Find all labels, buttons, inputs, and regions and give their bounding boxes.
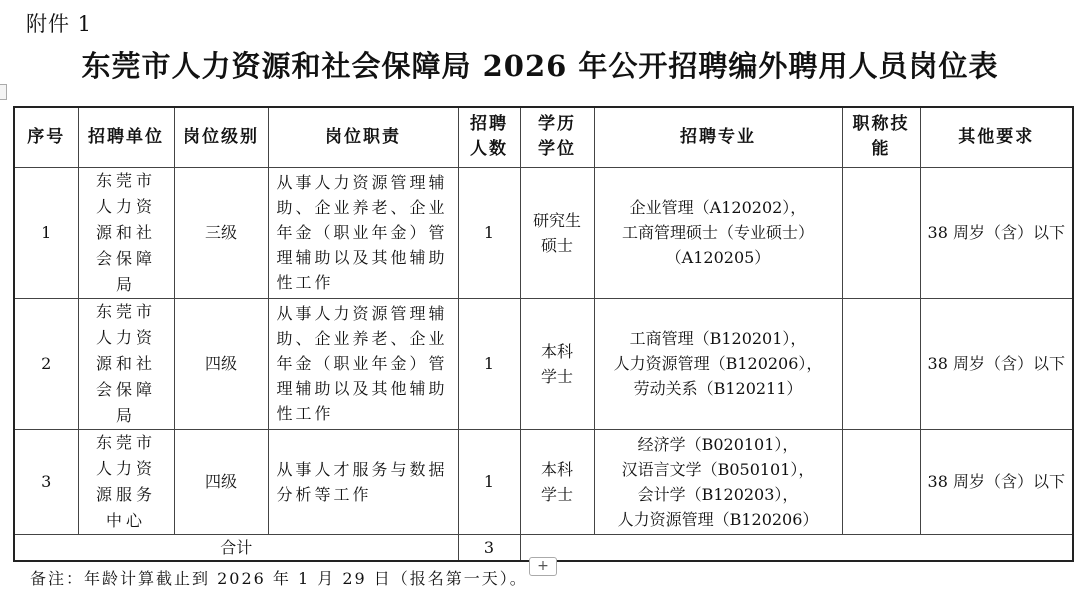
cell-level: 四级 [174,298,268,429]
table-header-row [14,107,1073,167]
major-line: （A120205） [665,248,771,267]
header-seq: 序号 [14,107,78,167]
table-row [14,298,1073,429]
cell-count: 1 [458,298,520,429]
header-count [458,107,520,167]
cell-unit: 东莞市人力资源和社会保障局 [78,167,174,298]
header-count-line: 人数 [470,139,508,160]
total-empty [520,534,1073,561]
header-skill-line: 职称技 [852,114,910,135]
cell-level: 三级 [174,167,268,298]
major-line: 工商管理硕士（专业硕士） [621,223,814,242]
total-label: 合计 [14,534,458,561]
header-count-line: 招聘 [470,114,508,135]
major-line: 经济学（B020101）， [637,434,799,454]
footnote: 备注：年龄计算截止到 2026 年 1 月 29 日（报名第一天）。 [30,569,528,588]
header-skill-line: 能 [871,139,891,160]
education-line: 学士 [540,484,573,504]
total-count: 3 [458,534,520,561]
position-table [13,106,1074,562]
header-unit: 招聘单位 [78,107,174,167]
add-row-button[interactable]: + [529,557,557,576]
education-line: 学士 [540,366,573,386]
cell-unit: 东莞市人力资源和社会保障局 [78,298,174,429]
cell-unit: 东莞市人力资源服务中心 [78,429,174,534]
major-line: 会计学（B120203）， [637,484,799,504]
cell-skill [842,298,920,429]
cell-duty: 从事人才服务与数据分析等工作 [268,429,458,534]
education-line: 本科 [540,341,573,361]
cell-duty: 从事人力资源管理辅助、企业养老、企业年金（职业年金）管理辅助以及其他辅助性工作 [268,298,458,429]
header-level: 岗位级别 [174,107,268,167]
major-line: 汉语言文学（B050101）， [621,459,815,479]
major-line: 工商管理（B120201）， [629,329,807,348]
cell-seq: 3 [14,429,78,534]
attachment-label: 附件 1 [26,12,93,36]
cell-education [520,298,594,429]
major-line: 劳动关系（B120211） [633,379,803,398]
education-line: 本科 [540,459,573,479]
cell-seq: 1 [14,167,78,298]
cell-level: 四级 [174,429,268,534]
header-education-line: 学位 [538,139,576,160]
table-row [14,429,1073,534]
cell-other: 38 周岁（含）以下 [920,429,1073,534]
header-education [520,107,594,167]
cell-skill [842,167,920,298]
cell-duty: 从事人力资源管理辅助、企业养老、企业年金（职业年金）管理辅助以及其他辅助性工作 [268,167,458,298]
education-line: 研究生 [532,210,581,230]
cell-count: 1 [458,167,520,298]
major-line: 人力资源管理（B120206）， [613,354,823,373]
cell-skill [842,429,920,534]
table-handle[interactable] [0,84,7,100]
major-line: 人力资源管理（B120206） [617,509,819,529]
cell-major [594,298,842,429]
cell-count: 1 [458,429,520,534]
major-line: 企业管理（A120202）， [629,198,807,217]
education-line: 硕士 [540,235,573,255]
table-row [14,167,1073,298]
header-education-line: 学历 [538,114,576,135]
cell-education [520,429,594,534]
cell-other: 38 周岁（含）以下 [920,298,1073,429]
header-major: 招聘专业 [594,107,842,167]
cell-major [594,429,842,534]
cell-seq: 2 [14,298,78,429]
header-skill [842,107,920,167]
cell-other: 38 周岁（含）以下 [920,167,1073,298]
header-other: 其他要求 [920,107,1073,167]
cell-education [520,167,594,298]
cell-major [594,167,842,298]
page-title: 东莞市人力资源和社会保障局 2026 年公开招聘编外聘用人员岗位表 [81,49,999,83]
header-duty: 岗位职责 [268,107,458,167]
